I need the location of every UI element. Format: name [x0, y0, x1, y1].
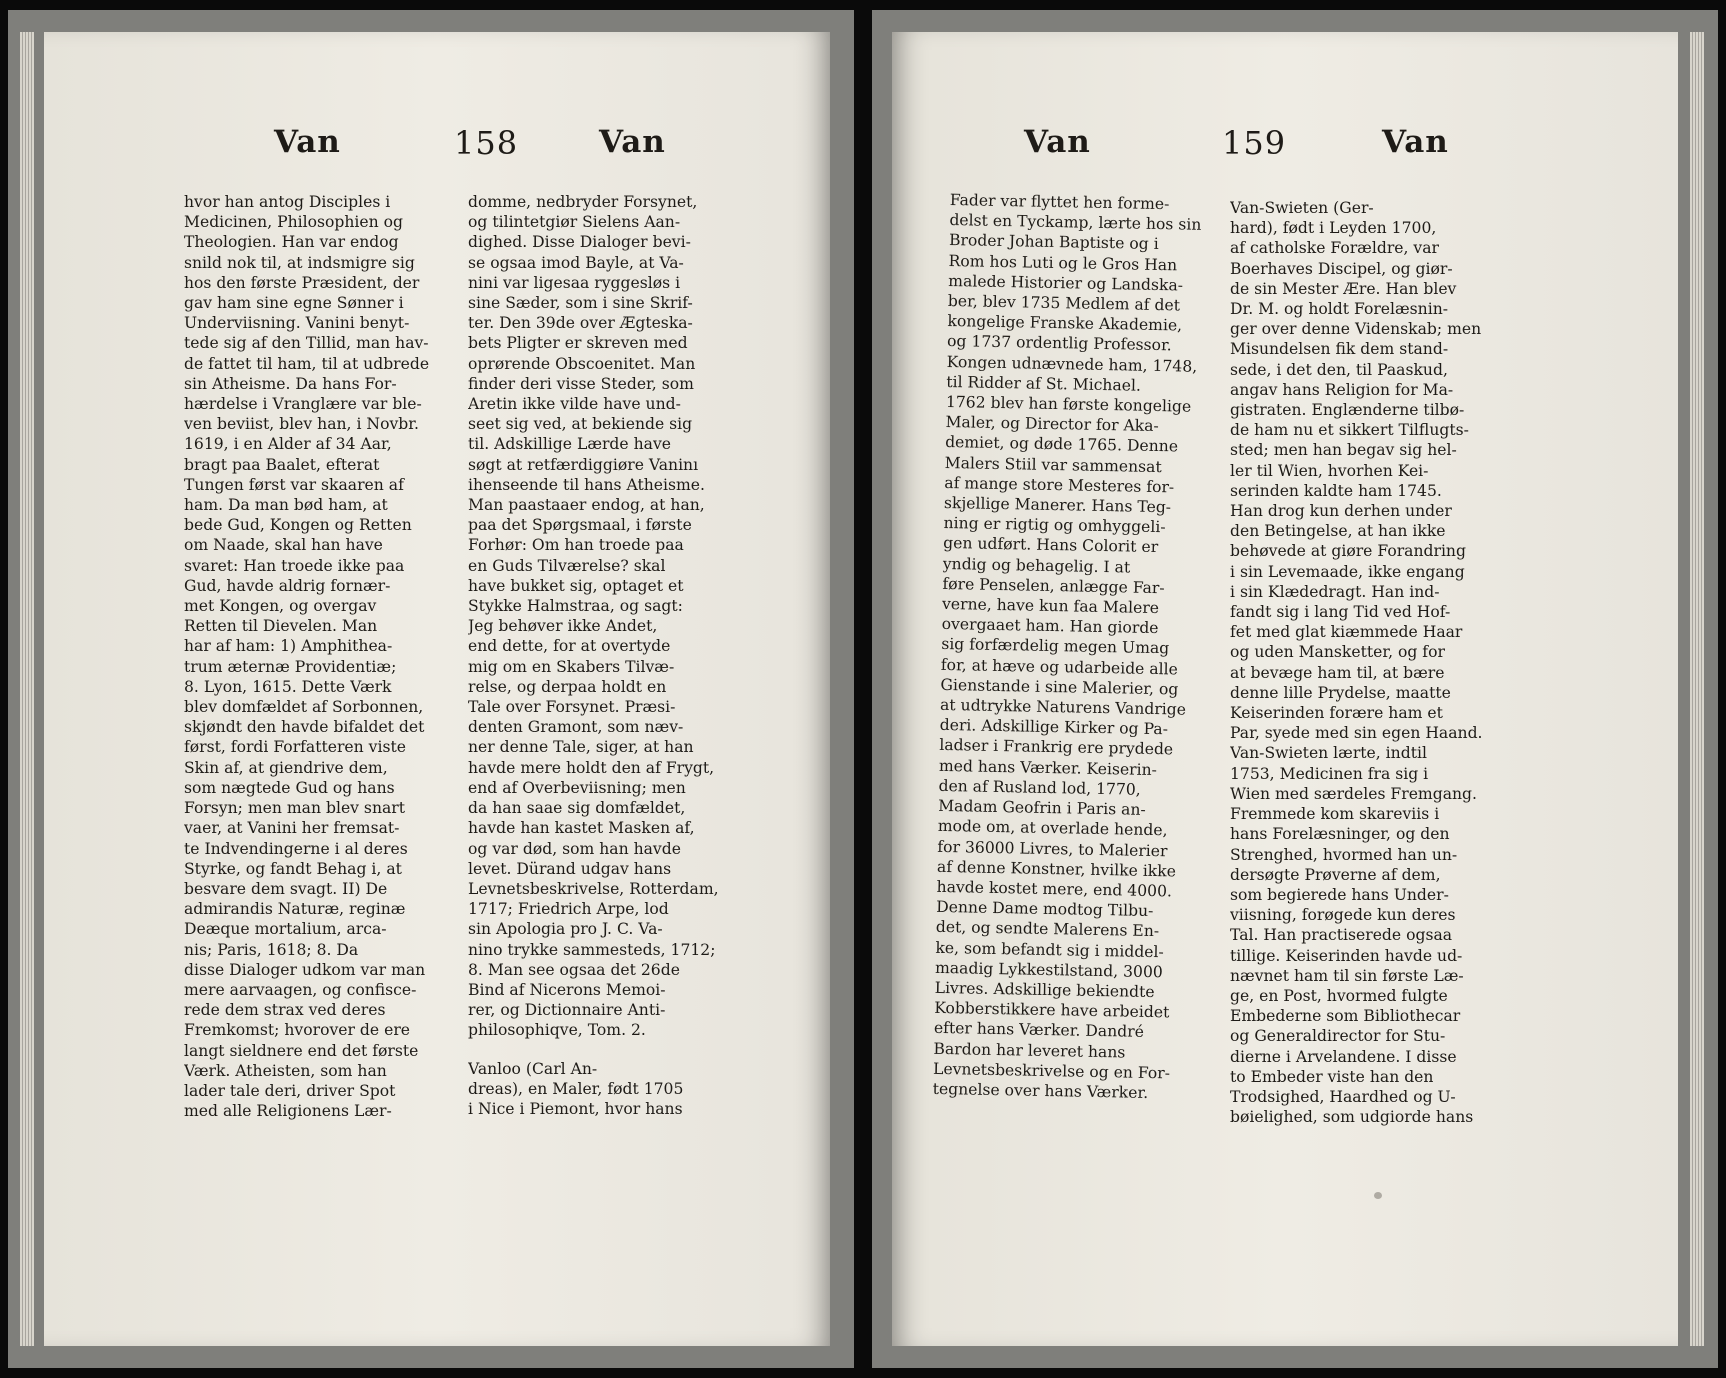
text-line: 1762 blev han første kongelige: [945, 392, 1192, 416]
page-number: 159: [1222, 124, 1287, 162]
text-line: Rom hos Luti og le Gros Han: [948, 251, 1178, 274]
column-body: [468, 192, 734, 1041]
text-line: besvare dem svagt. II) De: [184, 879, 388, 898]
text-line: hærdelse i Vranglære var ble-: [184, 395, 422, 414]
text-line: Gud, havde aldrig fornær-: [184, 576, 391, 595]
text-line: da han saae sig domfældet,: [468, 799, 686, 818]
text-line: denne lille Prydelse, maatte: [1230, 683, 1451, 702]
text-column-left: [184, 192, 446, 1121]
text-line: og Generaldirector for Stu-: [1230, 1027, 1446, 1046]
text-line: Forsyn; men man blev snart: [184, 799, 405, 818]
text-line: nino trykke sammesteds, 1712;: [468, 940, 716, 959]
text-line: Par, syede med sin egen Haand.: [1230, 724, 1483, 743]
page-number: 158: [454, 124, 519, 162]
text-line: i sin Klædedragt. Han ind-: [1230, 582, 1440, 601]
entry-vanloo: [468, 1059, 734, 1120]
text-line: i Nice i Piemont, hvor hans: [468, 1099, 683, 1118]
text-line: havde kostet mere, end 4000.: [936, 877, 1173, 901]
text-line: Malers Stiil var sammensat: [944, 453, 1162, 476]
text-line: af catholske Forældre, var: [1230, 239, 1439, 258]
text-line: gen udført. Hans Colorit er: [943, 534, 1159, 557]
text-line: denten Gramont, som næv-: [468, 718, 684, 737]
text-line: Levnetsbeskrivelse, Rotterdam,: [468, 879, 719, 898]
text-line: først, fordi Forfatteren viste: [184, 738, 406, 757]
text-line: Bardon har leveret hans: [933, 1039, 1126, 1062]
text-line: ning er rigtig og omhyggeli-: [943, 514, 1166, 537]
text-line: domme, nedbryder Forsynet,: [468, 193, 698, 211]
text-line: gav ham sine egne Sønner i: [184, 294, 404, 313]
text-line: med hans Værker. Keiserin-: [938, 756, 1158, 779]
text-line: Madam Geofrin i Paris an-: [937, 796, 1146, 819]
text-line: nævnet ham til sin første Læ-: [1230, 966, 1464, 985]
text-line: seet sig ved, at bekiende sig: [468, 415, 693, 434]
text-line: de fattet til ham, til at udbrede: [184, 354, 430, 373]
text-line: Levnetsbeskrivelse og en For-: [932, 1059, 1171, 1083]
text-line: Tal. Han practiserede ogsaa: [1230, 926, 1453, 945]
text-line: Jeg behøver ikke Andet,: [468, 617, 658, 636]
text-line: rer, og Dictionnaire Anti-: [468, 1001, 666, 1020]
text-line: hos den første Præsident, der: [184, 273, 420, 292]
text-line: 1717; Friedrich Arpe, lod: [468, 900, 669, 919]
text-line: Van-Swieten lærte, indtil: [1230, 744, 1427, 763]
header-right-word: Van: [1382, 124, 1449, 160]
text-line: disse Dialoger udkom var man: [184, 960, 426, 979]
text-line: fet med glat kiæmmede Haar: [1230, 623, 1463, 642]
text-line: Kongen udnævnede ham, 1748,: [946, 352, 1198, 376]
text-line: af mange store Mesteres for-: [944, 473, 1175, 497]
text-line: Denne Dame modtog Tilbu-: [936, 897, 1154, 921]
text-line: 1753, Medicinen fra sig i: [1230, 764, 1429, 783]
text-line: Aretin ikke vilde have und-: [468, 395, 681, 414]
text-line: bøielighed, som udgiorde hans: [1230, 1108, 1474, 1127]
text-line: de ham nu et sikkert Tilflugts-: [1230, 421, 1469, 440]
text-line: i sin Levemaade, ikke engang: [1230, 562, 1465, 581]
text-line: tede sig af den Tillid, man hav-: [184, 334, 429, 353]
text-line: havde mere holdt den af Frygt,: [468, 758, 715, 777]
text-line: Fader var flyttet hen forme-: [949, 190, 1170, 214]
ink-spot: [1374, 1192, 1382, 1199]
text-line: Han drog kun derhen under: [1230, 502, 1452, 521]
text-line: angav hans Religion for Ma-: [1230, 380, 1454, 399]
text-line: og 1737 ordentlig Professor.: [946, 332, 1172, 355]
header-left-word: Van: [274, 124, 341, 160]
text-line: finder deri visse Steder, som: [468, 374, 694, 393]
text-line: end af Overbeviisning; men: [468, 778, 686, 797]
text-line: Theologien. Han var endog: [184, 233, 399, 252]
text-line: Strenghed, hvormed han un-: [1230, 845, 1458, 864]
text-line: ter. Den 39de over Ægteska-: [468, 314, 693, 333]
text-line: Tale over Forsynet. Præsi-: [468, 698, 676, 717]
text-line: Kobberstikkere have arbeidet: [934, 998, 1170, 1022]
text-line: den Betingelse, at han ikke: [1230, 522, 1446, 541]
text-line: overgaaet ham. Han giorde: [941, 615, 1159, 638]
text-line: nis; Paris, 1618; 8. Da: [184, 940, 359, 959]
text-line: skjøndt den havde bifaldet det: [184, 718, 425, 737]
text-line: ler til Wien, hvorhen Kei-: [1230, 461, 1429, 480]
text-line: sine Sæder, som i sine Skrif-: [468, 294, 693, 313]
text-line: have bukket sig, optaget et: [468, 576, 684, 595]
text-line: sig forfærdelig megen Umag: [941, 635, 1170, 658]
text-line: vaer, at Vanini her fremsat-: [184, 819, 400, 838]
text-line: ner denne Tale, siger, at han: [468, 738, 694, 757]
text-line: for 36000 Livres, to Malerier: [937, 837, 1168, 860]
text-line: 1619, i en Alder af 34 Aar,: [184, 435, 392, 454]
text-line: 8. Man see ogsaa det 26de: [468, 960, 680, 979]
text-line: ber, blev 1735 Medlem af det: [947, 291, 1181, 315]
text-line: mere aarvaagen, og confisce-: [184, 980, 417, 999]
left-page-scan: [8, 10, 854, 1368]
text-line: svaret: Han troede ikke paa: [184, 556, 405, 575]
text-line: mode om, at overlade hende,: [937, 817, 1168, 840]
text-line: ladser i Frankrig ere prydede: [939, 736, 1174, 759]
text-line: Fremkomst; hvorover de ere: [184, 1021, 411, 1040]
text-line: Deæque mortalium, arca-: [184, 920, 387, 939]
page-edges: [20, 32, 34, 1346]
text-line: deri. Adskillige Kirker og Pa-: [939, 716, 1169, 739]
text-line: Værk. Atheisten, som han: [184, 1061, 387, 1080]
text-line: ge, en Post, hvormed fulgte: [1230, 986, 1448, 1005]
text-line: demiet, og døde 1765. Denne: [944, 433, 1179, 456]
text-column-left: [933, 190, 1210, 1104]
text-line: Retten til Dievelen. Man: [184, 617, 378, 636]
text-line: Embederne som Bibliothecar: [1230, 1007, 1461, 1026]
text-line: havde han kastet Masken af,: [468, 819, 695, 838]
text-line: 8. Lyon, 1615. Dette Værk: [184, 677, 392, 696]
text-line: Tungen først var skaaren af: [184, 475, 404, 494]
text-line: Underviisning. Vanini benyt-: [184, 314, 410, 333]
text-line: Skin af, at giendrive dem,: [184, 758, 388, 777]
text-line: verne, have kun faa Malere: [941, 594, 1160, 618]
text-line: dersøgte Prøverne af dem,: [1230, 865, 1441, 884]
text-line: gistraten. Englænderne tilbø-: [1230, 401, 1465, 420]
text-line: langt sieldnere end det første: [184, 1041, 419, 1060]
text-line: Dr. M. og holdt Forelæsnin-: [1230, 300, 1449, 319]
text-line: fandt sig i lang Tid ved Hof-: [1230, 603, 1451, 622]
text-line: om Naade, skal han have: [184, 536, 383, 555]
text-line: til. Adskillige Lærde have: [468, 435, 671, 454]
text-column-right: [1230, 198, 1496, 1127]
text-line: te Indvendingerne i al deres: [184, 839, 408, 858]
text-line: Wien med særdeles Fremgang.: [1230, 784, 1477, 803]
text-line: de sin Mester Ære. Han blev: [1230, 279, 1457, 298]
text-line: til Ridder af St. Michael.: [946, 372, 1142, 395]
text-line: ihenseende til hans Atheisme.: [468, 475, 705, 494]
text-line: Fremmede kom skareviis i: [1230, 805, 1440, 824]
text-line: sin Atheisme. Da hans For-: [184, 374, 397, 393]
text-line: søgt at retfærdiggiøre Vaninı: [468, 455, 699, 474]
text-line: Broder Johan Baptiste og i: [948, 231, 1159, 254]
text-line: Forhør: Om han troede paa: [468, 536, 684, 555]
text-line: levet. Dürand udgav hans: [468, 859, 672, 878]
text-line: Trodsighed, Haardhed og U-: [1230, 1087, 1456, 1106]
text-line: ham. Da man bød ham, at: [184, 496, 388, 515]
text-line: en Guds Tilværelse? skal: [468, 556, 666, 575]
text-line: Boerhaves Discipel, og giør-: [1230, 259, 1453, 278]
text-line: bede Gud, Kongen og Retten: [184, 516, 412, 535]
text-line: som nægtede Gud og hans: [184, 778, 395, 797]
text-line: med alle Religionens Lær-: [184, 1102, 392, 1121]
text-line: ven beviist, blev han, i Novbr.: [184, 415, 419, 434]
text-line: met Kongen, og overgav: [184, 597, 377, 616]
text-line: philosophiqve, Tom. 2.: [468, 1021, 646, 1040]
text-line: Medicinen, Philosophien og: [184, 213, 404, 232]
text-line: Gienstande i sine Malerier, og: [940, 675, 1179, 699]
text-line: Stykke Halmstraa, og sagt:: [468, 597, 683, 616]
text-line: oprørende Obscoenitet. Man: [468, 354, 696, 373]
text-line: Maler, og Director for Aka-: [945, 413, 1159, 436]
text-line: og tilintetgiør Sielens Aan-: [468, 213, 681, 232]
text-line: tegnelse over hans Værker.: [932, 1079, 1149, 1102]
text-line: end dette, for at overtyde: [468, 637, 671, 656]
running-header: [892, 124, 1678, 174]
text-line: Van-Swieten (Ger-: [1230, 199, 1374, 217]
text-line: for, at hæve og udarbeide alle: [940, 655, 1179, 679]
text-line: det, og sendte Malerens En-: [935, 918, 1160, 941]
text-line: lader tale deri, driver Spot: [184, 1081, 396, 1100]
text-line: maadig Lykkestilstand, 3000: [934, 958, 1163, 981]
text-line: sted; men han begav sig hel-: [1230, 441, 1457, 460]
text-line: Vanloo (Carl An-: [468, 1059, 598, 1078]
text-line: føre Penselen, anlægge Far-: [942, 574, 1165, 598]
text-line: blev domfældet af Sorbonnen,: [184, 698, 424, 717]
text-line: snild nok til, at indsmigre sig: [184, 253, 415, 272]
right-page-scan: [872, 10, 1718, 1368]
header-right-word: Van: [599, 124, 666, 160]
text-line: Livres. Adskillige bekiendte: [934, 978, 1155, 1001]
text-line: sin Apologia pro J. C. Va-: [468, 920, 663, 939]
text-line: har af ham: 1) Amphithea-: [184, 637, 393, 656]
text-line: bragt paa Baalet, efterat: [184, 455, 380, 474]
text-line: malede Historier og Landska-: [948, 271, 1184, 295]
text-line: rede dem strax ved deres: [184, 1001, 386, 1020]
text-line: ger over denne Videnskab; men: [1230, 320, 1482, 339]
text-line: viisning, forøgede kun deres: [1230, 906, 1456, 925]
text-line: Man paastaaer endog, at han,: [468, 496, 705, 515]
header-left-word: Van: [1024, 124, 1091, 160]
entry-gap: [468, 1041, 734, 1059]
text-line: dierne i Arvelandene. I disse: [1230, 1047, 1457, 1066]
text-column-right: [468, 192, 734, 1119]
text-line: og uden Mansketter, og for: [1230, 643, 1445, 662]
running-header: [44, 124, 830, 174]
text-line: nini var ligesaa ryggesløs i: [468, 273, 681, 292]
text-line: dighed. Disse Dialoger bevi-: [468, 233, 691, 252]
text-line: mig om en Skabers Tilvæ-: [468, 657, 675, 676]
text-line: Keiserinden forære ham et: [1230, 704, 1443, 723]
text-line: ke, som befandt sig i middel-: [935, 938, 1164, 961]
text-line: trum æternæ Providentiæ;: [184, 657, 397, 676]
text-line: Bind af Nicerons Memoi-: [468, 980, 666, 999]
text-line: og var død, som han havde: [468, 839, 681, 858]
page-159: [892, 32, 1678, 1346]
page-edges: [1690, 32, 1704, 1346]
text-line: tillige. Keiserinden havde ud-: [1230, 946, 1463, 965]
text-line: se ogsaa imod Bayle, at Va-: [468, 253, 684, 272]
text-line: kongelige Franske Akademie,: [947, 312, 1183, 335]
text-line: delst en Tyckamp, lærte hos sin: [949, 211, 1202, 235]
text-line: som begierede hans Under-: [1230, 885, 1449, 904]
text-line: Misundelsen fik dem stand-: [1230, 340, 1449, 359]
text-line: yndig og behagelig. I at: [942, 554, 1131, 577]
text-line: af denne Konstner, hvilke ikke: [936, 857, 1177, 881]
text-line: efter hans Værker. Dandré: [933, 1019, 1145, 1042]
text-line: den af Rusland lod, 1770,: [938, 776, 1141, 799]
text-line: paa det Spørgsmaal, i første: [468, 516, 692, 535]
text-line: bets Pligter er skreven med: [468, 334, 688, 353]
page-158: [44, 32, 830, 1346]
text-line: hard), født i Leyden 1700,: [1230, 219, 1437, 238]
text-line: behøvede at giøre Forandring: [1230, 542, 1466, 561]
text-line: admirandis Naturæ, reginæ: [184, 900, 406, 919]
text-line: hvor han antog Disciples i: [184, 193, 391, 211]
text-line: at bevæge ham til, at bære: [1230, 663, 1445, 682]
text-line: skjellige Manerer. Hans Teg-: [943, 493, 1172, 517]
text-line: hans Forelæsninger, og den: [1230, 825, 1450, 844]
text-line: Styrke, og fandt Behag i, at: [184, 859, 402, 878]
text-line: sede, i det den, til Paaskud,: [1230, 360, 1448, 379]
text-line: serinden kaldte ham 1745.: [1230, 481, 1442, 500]
text-line: dreas), en Maler, født 1705: [468, 1079, 684, 1098]
text-line: relse, og derpaa holdt en: [468, 677, 667, 696]
text-line: to Embeder viste han den: [1230, 1067, 1434, 1086]
text-line: at udtrykke Naturens Vandrige: [939, 695, 1187, 719]
